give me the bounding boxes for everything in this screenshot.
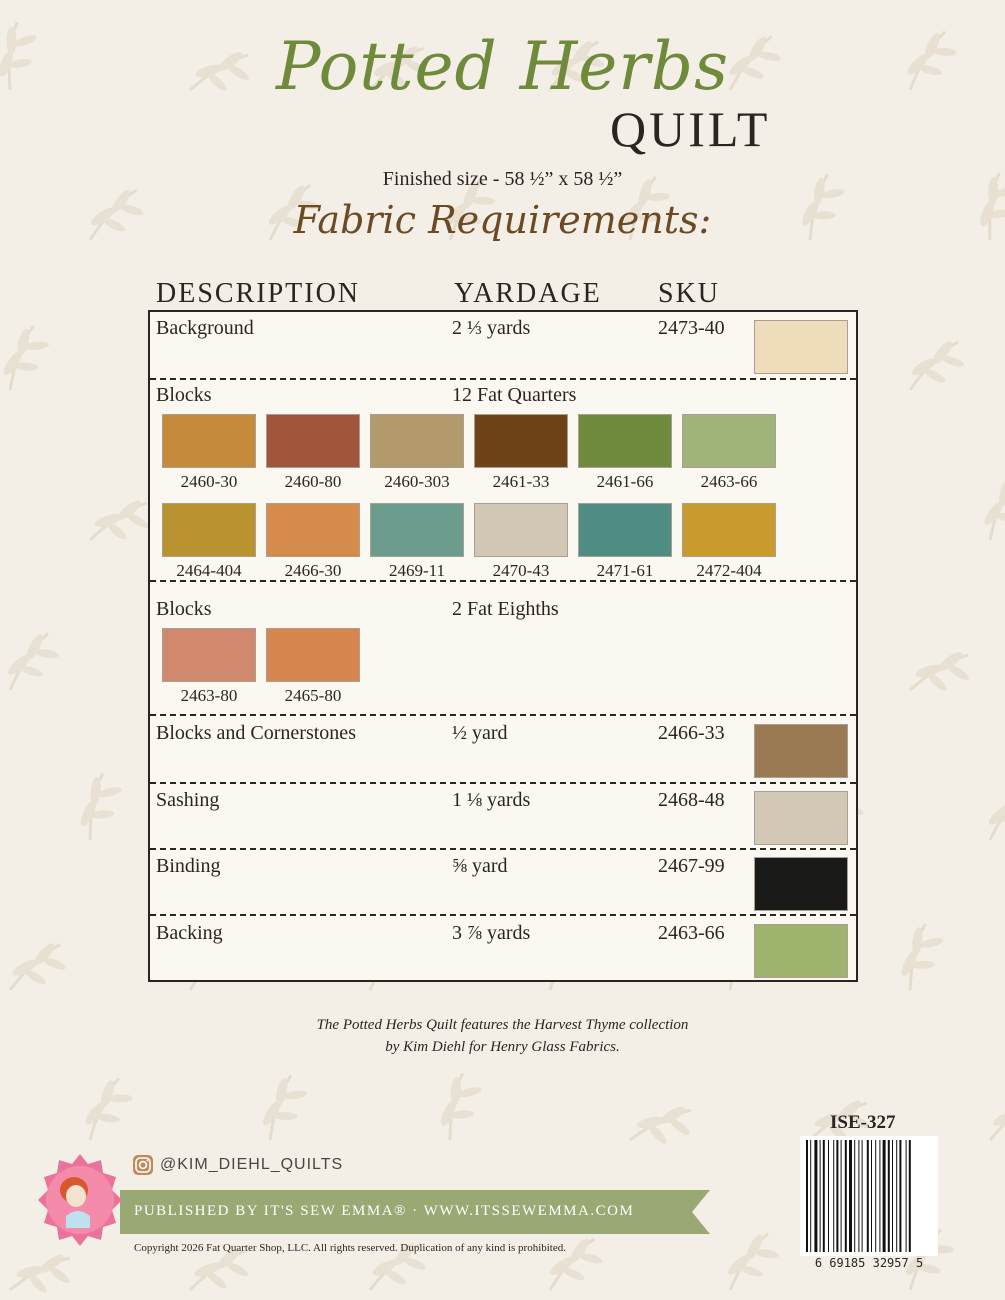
collection-caption <box>0 1014 1005 1058</box>
barcode-number: 6 69185 32957 5 <box>814 1256 924 1270</box>
swatch-sku: 2464-404 <box>176 561 242 580</box>
row-yardage: ½ yard <box>452 722 508 744</box>
row-yardage: 1 ⅛ yards <box>452 789 531 811</box>
row-divider <box>150 782 856 784</box>
column-header-yardage: YARDAGE <box>454 278 602 309</box>
finished-size: Finished size - 58 ½” x 58 ½” <box>382 168 623 190</box>
row-divider <box>150 378 856 380</box>
instagram-icon <box>132 1154 154 1176</box>
row-sku: 2466-33 <box>658 722 725 744</box>
row-description: Blocks <box>156 598 212 620</box>
instagram-handle[interactable] <box>132 1154 343 1176</box>
row-description: Sashing <box>156 789 220 811</box>
publisher-banner-text[interactable]: PUBLISHED BY IT'S SEW EMMA® · WWW.ITSSEWEMMA.COM <box>134 1203 635 1219</box>
row-sku: 2473-40 <box>658 317 725 339</box>
row-divider <box>150 580 856 582</box>
fabric-swatch <box>474 414 568 468</box>
swatch-sku: 2463-66 <box>700 472 758 491</box>
row-sku: 2463-66 <box>658 922 725 944</box>
fabric-swatch <box>370 503 464 557</box>
swatch-sku: 2461-66 <box>596 472 654 491</box>
row-description: Backing <box>156 922 223 944</box>
fabric-swatch <box>754 320 848 374</box>
row-divider <box>150 914 856 916</box>
fabric-swatch <box>682 503 776 557</box>
its-sew-emma-logo <box>30 1150 130 1250</box>
fabric-swatch <box>266 503 360 557</box>
row-description: Blocks <box>156 384 212 406</box>
swatch-sku: 2465-80 <box>284 686 342 705</box>
row-divider <box>150 848 856 850</box>
title-script: Potted Herbs <box>275 28 730 105</box>
swatch-sku: 2471-61 <box>596 561 654 580</box>
swatch-sku: 2470-43 <box>492 561 550 580</box>
fabric-swatch <box>754 924 848 978</box>
fabric-swatch <box>162 503 256 557</box>
swatch-sku: 2469-11 <box>388 561 446 580</box>
fabric-swatch <box>162 414 256 468</box>
fabric-swatch <box>474 503 568 557</box>
fabric-swatch <box>754 857 848 911</box>
column-header-sku: SKU <box>658 278 721 309</box>
fabric-swatch <box>754 724 848 778</box>
fabric-swatch <box>370 414 464 468</box>
fabric-swatch <box>578 414 672 468</box>
row-yardage: 12 Fat Quarters <box>452 384 577 406</box>
barcode <box>800 1136 938 1256</box>
row-description: Binding <box>156 855 221 877</box>
swatch-sku: 2460-30 <box>180 472 238 491</box>
row-yardage: 2 Fat Eighths <box>452 598 559 620</box>
fabric-swatch <box>162 628 256 682</box>
row-yardage: ⅝ yard <box>452 855 508 877</box>
swatch-sku: 2460-80 <box>284 472 342 491</box>
section-title: Fabric Requirements: <box>293 198 712 242</box>
row-sku: 2468-48 <box>658 789 725 811</box>
column-header-description: DESCRIPTION <box>156 278 361 309</box>
swatch-sku: 2472-404 <box>696 561 762 580</box>
row-yardage: 3 ⅞ yards <box>452 922 531 944</box>
caption-line-2: by Kim Diehl for Henry Glass Fabrics. <box>385 1039 620 1055</box>
copyright-notice: Copyright 2026 Fat Quarter Shop, LLC. All rights reserved. Duplication of any kind is prohibited. <box>134 1242 566 1254</box>
title-caps: QUILT <box>610 101 771 157</box>
swatch-sku: 2461-33 <box>492 472 550 491</box>
fabric-table <box>148 310 858 982</box>
instagram-text: @KIM_DIEHL_QUILTS <box>160 1156 344 1173</box>
swatch-sku: 2463-80 <box>180 686 238 705</box>
fabric-swatch <box>266 414 360 468</box>
row-description: Blocks and Cornerstones <box>156 722 356 744</box>
row-description: Background <box>156 317 254 339</box>
product-code: ISE-327 <box>830 1112 896 1133</box>
swatch-sku: 2460-303 <box>384 472 450 491</box>
row-yardage: 2 ⅓ yards <box>452 317 531 339</box>
row-divider <box>150 714 856 716</box>
fabric-swatch <box>754 791 848 845</box>
row-sku: 2467-99 <box>658 855 725 877</box>
fabric-swatch <box>578 503 672 557</box>
fabric-swatch <box>682 414 776 468</box>
fabric-swatch <box>266 628 360 682</box>
swatch-sku: 2466-30 <box>284 561 342 580</box>
caption-line-1: The Potted Herbs Quilt features the Harvest Thyme collection <box>316 1017 689 1033</box>
